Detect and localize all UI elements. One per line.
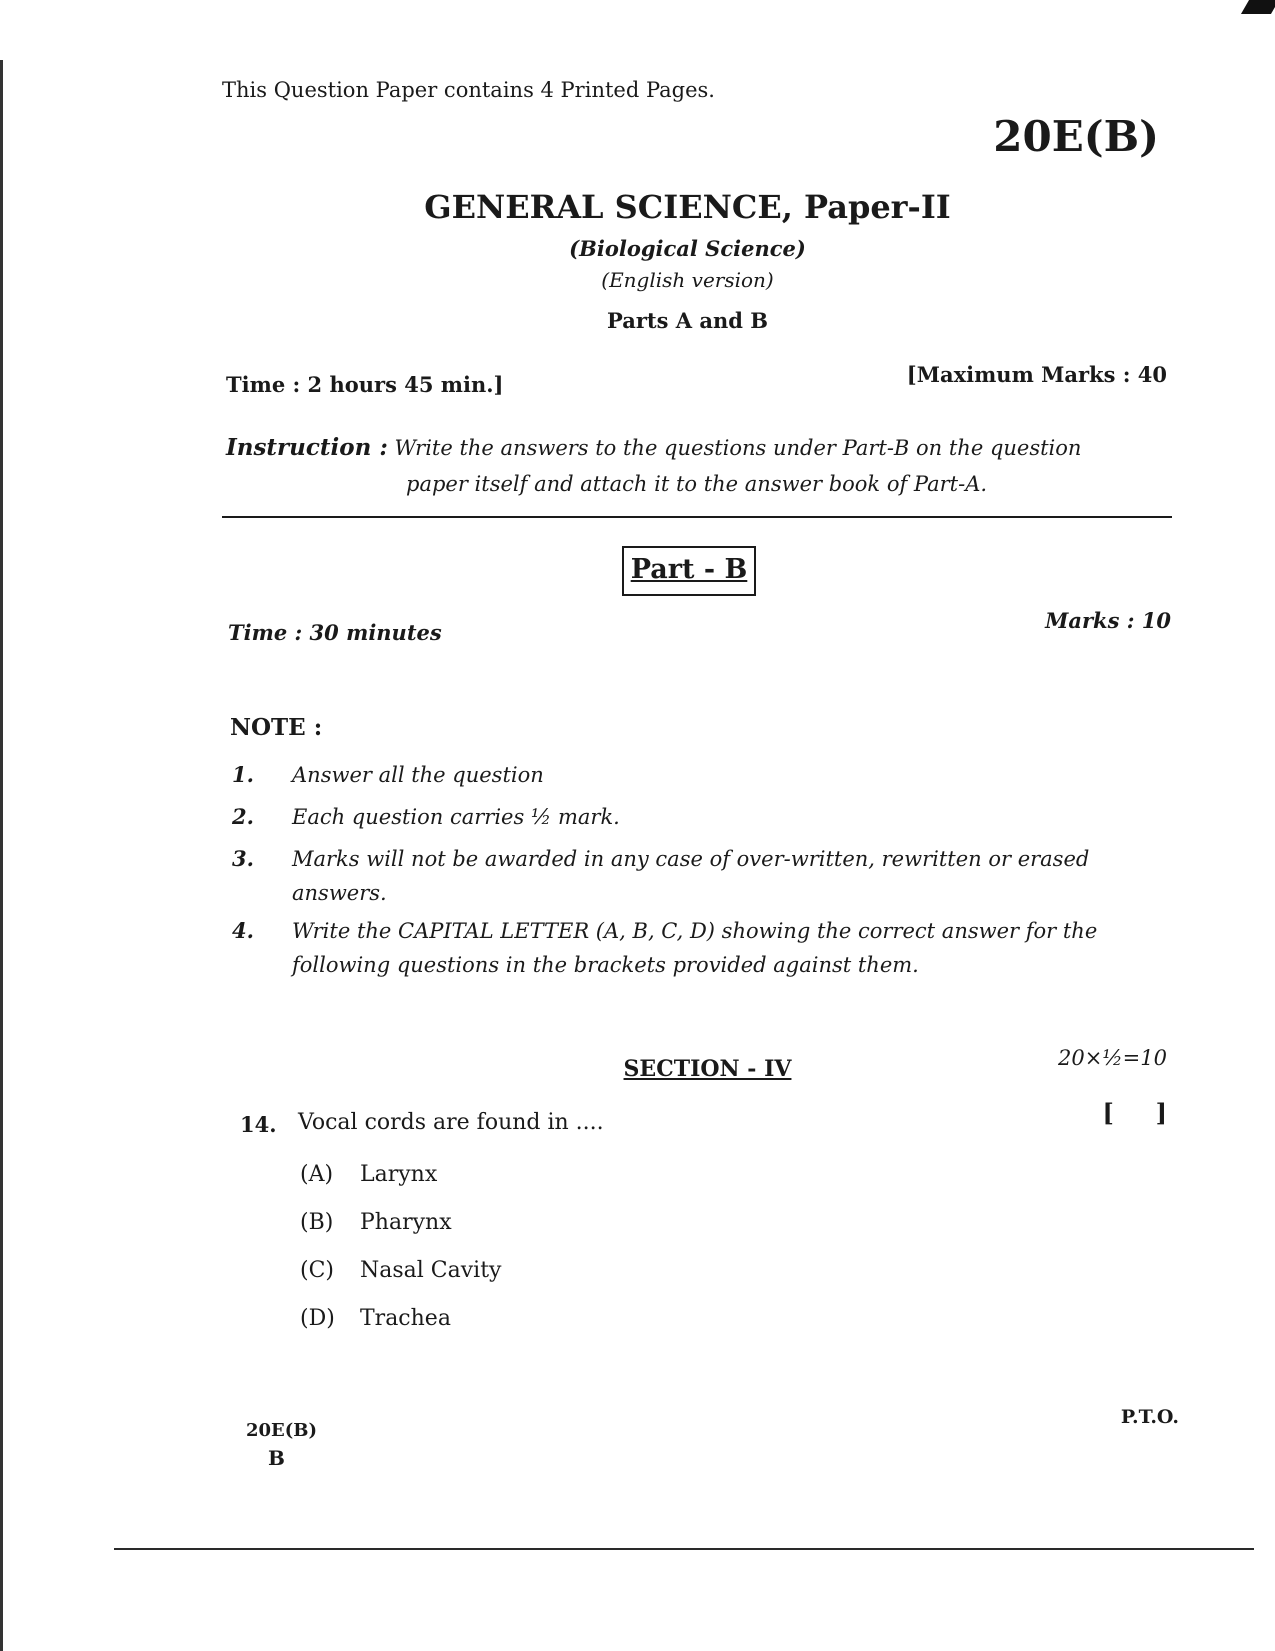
question-text: Vocal cords are found in ....	[298, 1110, 604, 1135]
answer-bracket: [ ]	[1102, 1098, 1167, 1127]
note-number: 4.	[232, 918, 254, 943]
part-b-time: Time : 30 minutes	[228, 620, 442, 645]
scan-edge	[0, 60, 3, 1651]
paper-version: (English version)	[601, 268, 774, 292]
option-label: (A)	[300, 1162, 334, 1187]
pages-note: This Question Paper contains 4 Printed Pages.	[222, 78, 715, 102]
note-text: Answer all the question	[292, 763, 544, 787]
note-text: Write the CAPITAL LETTER (A, B, C, D) showing the correct answer for the following questions in the brackets provided against them.	[292, 919, 1098, 977]
paper-code: 20E(B)	[993, 112, 1159, 161]
paper-subtitle: (Biological Science)	[569, 236, 806, 261]
option-a	[300, 1162, 437, 1187]
paper-title: GENERAL SCIENCE, Paper-II	[424, 188, 951, 226]
option-label: (D)	[300, 1306, 335, 1331]
footer-paper-code: 20E(B)	[246, 1420, 318, 1441]
option-text: Trachea	[360, 1306, 451, 1331]
instruction	[226, 434, 1081, 461]
part-b-heading: Part - B	[630, 554, 748, 585]
instruction-label: Instruction :	[226, 434, 388, 461]
part-b-heading-box	[622, 546, 756, 596]
option-text: Larynx	[360, 1162, 438, 1187]
option-b	[300, 1210, 452, 1235]
section-marks: 20×½=10	[1058, 1046, 1167, 1070]
bottom-divider-line	[114, 1548, 1254, 1550]
scan-corner-mark	[1241, 0, 1275, 14]
note-text: Marks will not be awarded in any case of over-written, rewritten or erased answers.	[292, 847, 1090, 905]
footer-set-letter: B	[268, 1446, 285, 1470]
instruction-line-1: Write the answers to the questions under Part-B on the question	[394, 436, 1082, 460]
option-label: (B)	[300, 1210, 334, 1235]
option-label: (C)	[300, 1258, 334, 1283]
option-text: Nasal Cavity	[360, 1258, 502, 1283]
question-number: 14.	[240, 1112, 277, 1137]
part-b-marks: Marks : 10	[1045, 608, 1171, 633]
total-time: Time : 2 hours 45 min.]	[226, 372, 504, 397]
option-d	[300, 1306, 451, 1331]
note-heading: NOTE :	[230, 714, 323, 741]
option-c	[300, 1258, 502, 1283]
note-number: 2.	[232, 804, 254, 829]
instruction-line-2: paper itself and attach it to the answer book of Part-A.	[406, 472, 988, 496]
divider-line	[222, 516, 1172, 518]
maximum-marks: [Maximum Marks : 40	[906, 362, 1167, 387]
please-turn-over: P.T.O.	[1120, 1406, 1179, 1428]
option-text: Pharynx	[360, 1210, 452, 1235]
note-number: 1.	[232, 762, 254, 787]
section-heading: SECTION - IV	[623, 1056, 792, 1082]
paper-parts: Parts A and B	[607, 308, 768, 333]
note-number: 3.	[232, 846, 254, 871]
note-text: Each question carries ½ mark.	[292, 805, 620, 829]
